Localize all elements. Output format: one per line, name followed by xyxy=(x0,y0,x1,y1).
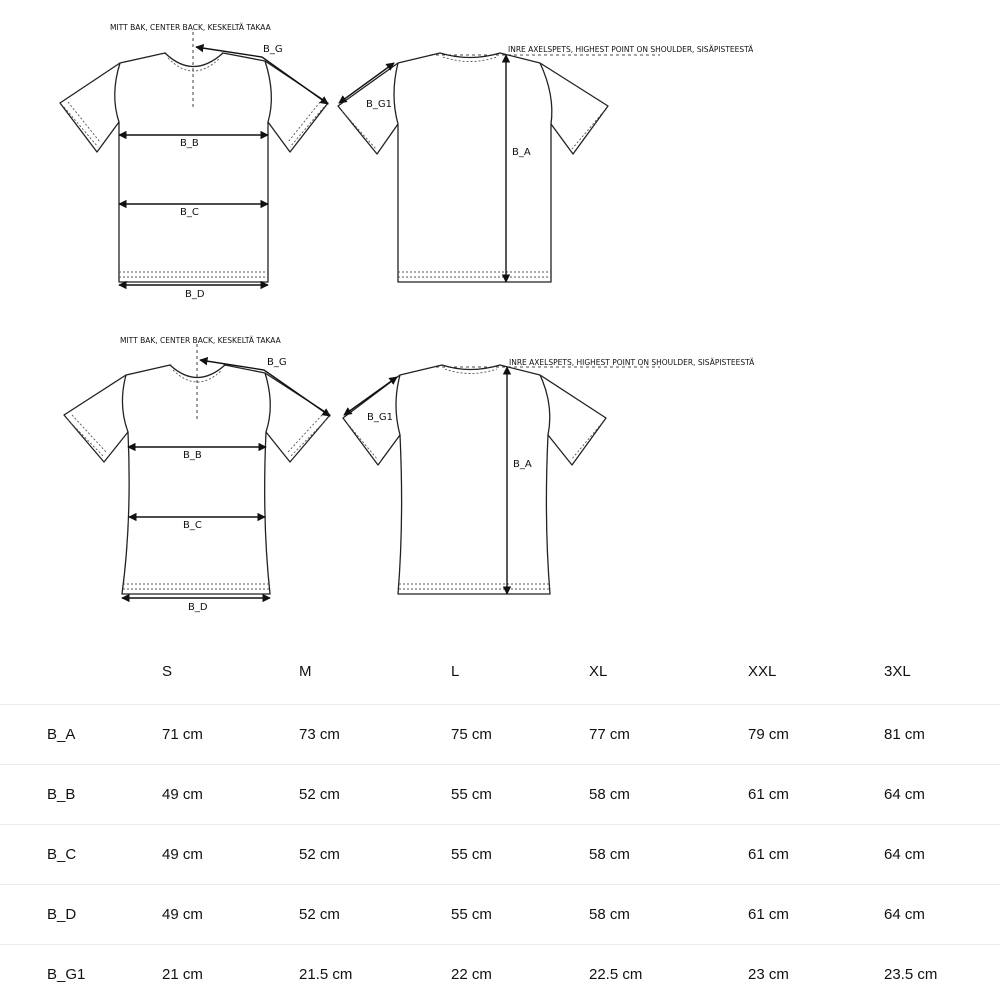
table-cell: 21.5 cm xyxy=(299,966,353,983)
table-cell: 23.5 cm xyxy=(884,966,938,983)
table-cell: 58 cm xyxy=(589,906,630,923)
label-b-a-fitted: B_A xyxy=(513,459,532,470)
table-cell: 64 cm xyxy=(884,846,925,863)
table-cell: 75 cm xyxy=(451,726,492,743)
table-row xyxy=(0,704,1000,764)
table-cell: 52 cm xyxy=(299,906,340,923)
table-cell: 61 cm xyxy=(748,786,789,803)
table-cell: 71 cm xyxy=(162,726,203,743)
row-label: B_C xyxy=(47,846,77,863)
size-table xyxy=(0,640,1000,1004)
table-cell: 22.5 cm xyxy=(589,966,643,983)
table-cell: 64 cm xyxy=(884,786,925,803)
table-cell: 77 cm xyxy=(589,726,630,743)
size-header: 3XL xyxy=(884,663,911,680)
shirt-back-outline xyxy=(338,53,608,282)
table-row xyxy=(0,884,1000,944)
shoulder-note-fitted: INRE AXELSPETS, HIGHEST POINT ON SHOULDER, SISÄPISTEESTÄ xyxy=(509,358,755,367)
label-b-g-fitted: B_G xyxy=(267,357,287,368)
table-cell: 61 cm xyxy=(748,846,789,863)
shoulder-note: INRE AXELSPETS, HIGHEST POINT ON SHOULDER, SISÄPISTEESTÄ xyxy=(508,45,754,54)
table-cell: 52 cm xyxy=(299,786,340,803)
table-cell: 49 cm xyxy=(162,846,203,863)
table-cell: 61 cm xyxy=(748,906,789,923)
shirt-front-outline xyxy=(60,53,328,282)
table-cell: 49 cm xyxy=(162,786,203,803)
table-cell: 58 cm xyxy=(589,846,630,863)
label-b-b-fitted: B_B xyxy=(183,450,202,461)
size-header: S xyxy=(162,663,173,680)
table-cell: 49 cm xyxy=(162,906,203,923)
back-view-fitted xyxy=(343,358,755,594)
size-header-row xyxy=(0,640,1000,704)
label-b-g1-fitted: B_G1 xyxy=(367,412,393,423)
front-view-straight xyxy=(60,23,328,300)
label-b-g1: B_G1 xyxy=(366,99,392,110)
table-cell: 55 cm xyxy=(451,846,492,863)
label-b-d: B_D xyxy=(185,289,205,300)
table-cell: 64 cm xyxy=(884,906,925,923)
table-cell: 22 cm xyxy=(451,966,492,983)
table-cell: 81 cm xyxy=(884,726,925,743)
label-b-b: B_B xyxy=(180,138,199,149)
table-row xyxy=(0,764,1000,824)
size-header: L xyxy=(451,663,460,680)
row-label: B_G1 xyxy=(47,966,86,983)
table-cell: 79 cm xyxy=(748,726,789,743)
table-cell: 73 cm xyxy=(299,726,340,743)
row-label: B_A xyxy=(47,726,76,743)
table-cell: 55 cm xyxy=(451,906,492,923)
table-cell: 23 cm xyxy=(748,966,789,983)
front-view-fitted xyxy=(64,336,330,613)
center-back-note-fitted: MITT BAK, CENTER BACK, KESKELTÄ TAKAA xyxy=(120,336,281,345)
table-cell: 21 cm xyxy=(162,966,203,983)
label-b-g: B_G xyxy=(263,44,283,55)
label-b-c-fitted: B_C xyxy=(183,520,202,531)
row-label: B_B xyxy=(47,786,76,803)
shirt-back-fitted-outline xyxy=(343,365,606,594)
size-header: XL xyxy=(589,663,608,680)
table-cell: 55 cm xyxy=(451,786,492,803)
row-label: B_D xyxy=(47,906,77,923)
back-view-straight xyxy=(338,45,754,282)
label-b-c: B_C xyxy=(180,207,199,218)
table-row xyxy=(0,824,1000,884)
label-b-a: B_A xyxy=(512,147,531,158)
label-b-d-fitted: B_D xyxy=(188,602,208,613)
table-cell: 52 cm xyxy=(299,846,340,863)
table-row xyxy=(0,944,1000,1004)
center-back-note: MITT BAK, CENTER BACK, KESKELTÄ TAKAA xyxy=(110,23,271,32)
table-cell: 58 cm xyxy=(589,786,630,803)
size-header: XXL xyxy=(748,663,777,680)
size-header: M xyxy=(299,663,312,680)
